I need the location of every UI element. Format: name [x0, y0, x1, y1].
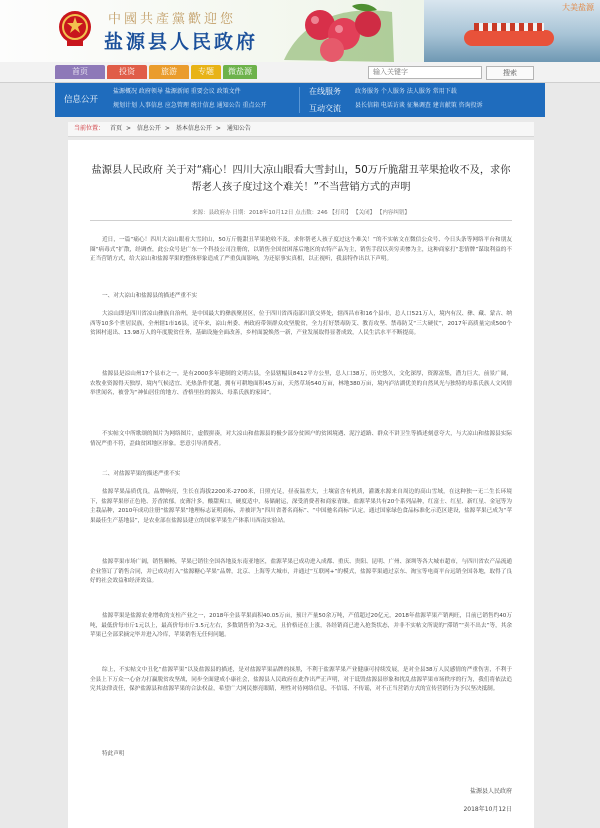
- article-paragraph: 不实帖文中所歌颂的图片为网络图片，虚假拼凑，对大凉山和盐源县的极少部分贫困户的贫困境遇、泥泞道路、群众不讲卫生等描述刻意夸大，与大凉山和盐源县实际情况严重不符，歪曲贫困地区形象。恶意引导消费者。: [90, 431, 512, 447]
- article-title: 盐源县人民政府 关于对“痛心！四川大凉山眼看大雪封山，50万斤脆甜丑苹果抢收不及，求你帮老人孩子度过这个难关！”不当营销方式的声明: [91, 165, 511, 193]
- lake-rafting-photo: [424, 0, 600, 62]
- tab-tourism[interactable]: 旅游: [149, 65, 189, 79]
- article-paragraph: 盐源苹果是盐源农业增收的支柱产业之一，2018年全县苹果面积40.05万亩，预计产量50余万吨，产值超过20亿元，2018年盐源苹果产销两旺，目前已销售约40万吨，最低价每市斤1元以上，最高价每市斤3.5元左右，多数销售价为2-3元，且价格还在上涨，各经销商已进入抢货状态，并非不实帖文所说的“滞销”“卖不出去”等，其余苹果已全部采摘完毕并进入冷库，苹果销售无任何问题。: [90, 613, 512, 638]
- article-panel: [68, 140, 534, 828]
- article-closing: 特此声明: [102, 751, 125, 757]
- breadcrumb-notices[interactable]: 通知公告: [226, 125, 251, 132]
- section-heading: 一、对大凉山和盐源县的描述严重不实: [102, 293, 198, 299]
- header-calligraphy: 中國共產黨歡迎您: [108, 12, 237, 27]
- article-paragraph: 大凉山即是四川省凉山彝族自治州，是中国最大的彝族聚居区，位于四川省西南部川滇交界处，辖西昌市和16个县市，总人口521万人，境内有汉、彝、藏、蒙古、纳西等10多个世居民族，全州辖1市16县，近年来，凉山州委、州政府带领群众攻坚脱贫，全力打好禁毒防艾、教育攻坚、禁毒防艾“三大硬仗”，2017年高质量完成500个贫困村退出、13.98万人的年度脱贫任务，基础设施全面改善，乡村面貌焕然一新，产业发展取得显著成效，人民生活水平不断提高。: [90, 311, 512, 336]
- site-header: [0, 0, 600, 62]
- site-title[interactable]: 盐源县人民政府: [104, 31, 259, 53]
- search-button[interactable]: 搜索: [486, 66, 534, 80]
- signature: 盐源县人民政府: [469, 788, 512, 795]
- info-links-row2[interactable]: 规划计划 人事信息 应急管理 统计信息 通知公告 重点公开: [113, 102, 267, 109]
- breadcrumb-home[interactable]: 首页: [109, 125, 122, 132]
- apple-banner-image: [282, 0, 394, 62]
- interaction-links[interactable]: 县长信箱 电话访谈 征集调查 建言献策 咨询投诉: [355, 102, 483, 109]
- breadcrumb-basic-info[interactable]: 基本信息公开: [175, 125, 212, 132]
- breadcrumb-prefix: 当前位置：: [74, 125, 105, 132]
- article-paragraph: 综上，不实帖文中丑化“盐源苹果”以及盐源县的描述，是对盐源苹果品牌的抹黑，不利于盐源苹果产业健康可持续发展，是对全县38万人民感情的严重伤害，不利于全县上下万众一心奋力打赢脱贫攻坚战，同步全面建成小康社会，盐源县人民政府在此作出严正声明，对于诋毁盐源县形象和扰乱盐源苹果市场秩序的行为，我们将依法追究其法律责任，保护盐源县和盐源苹果的合法权益，希望广大网民擦亮眼睛，理性对待网络信息，不信谣、不传谣，对不正当营销方式的宣传营销行为予以坚决抵制。: [90, 667, 512, 692]
- info-public-heading[interactable]: 信息公开: [63, 95, 98, 105]
- tab-weiyanyuan[interactable]: 微盐源: [223, 65, 257, 79]
- tab-invest[interactable]: 投资: [107, 65, 147, 79]
- menu-band: [55, 83, 545, 117]
- article-paragraph: 近日，一篇“痛心！四川大凉山眼看大雪封山，50万斤脆甜丑苹果抢收不及，求你帮老人孩子度过这个难关！”的不实帖文在微信公众号、今日头条等网络平台和朋友圈“病毒式”扩散，经调查，此公众号是广东一个科技公司注册的，以销售全国贫困落后地区的农特产品为主，销售手段以卖穷卖惨为主，这种商家打“悲情牌”谋取利益的不正当营销方式，给大凉山和盐源苹果的整体形象造成了严重负面影响，为还原事实真相，以正视听，我县特作出以下声明。: [90, 237, 512, 262]
- section-heading: 二、对盐源苹果的描述严重不实: [102, 471, 181, 477]
- breadcrumb: 当前位置： 首页 > 信息公开 > 基本信息公开 > 通知公告: [68, 122, 534, 137]
- signature-date: 2018年10月12日: [463, 806, 512, 813]
- article-paragraph: 盐源县是凉山州17个县市之一，是有2000多年建制的文明古县，全县辖幅员8412平方公里，总人口38万，历史悠久，文化深厚，资源富集，潜力巨大，前景广阔，农牧业资源得天独厚，境内气候适宜、光热条件优越，拥有可耕地面积45万亩，天然草场540万亩，林地380万亩，境内泸沽湖优美的自然风光与独特的母系氏族人文风情举世闻名，被誉为“神仙居住的地方、香格里拉的源头、母系氏族的家园”。: [90, 371, 512, 396]
- info-links-row1[interactable]: 盐源概况 政府领导 盐源新闻 重要会议 政策文件: [113, 88, 241, 95]
- tab-home[interactable]: 首页: [55, 65, 105, 79]
- interaction-heading[interactable]: 互动交流: [309, 104, 341, 113]
- search-input[interactable]: 输入关键字: [368, 66, 482, 79]
- photo-caption: 大美盐源: [562, 3, 594, 12]
- online-service-links[interactable]: 政务服务 个人服务 法人服务 常用下载: [355, 88, 457, 95]
- breadcrumb-info-public[interactable]: 信息公开: [136, 125, 161, 132]
- national-emblem-icon: [58, 10, 92, 48]
- article-meta: 来源：县政府办 日期：2018年10月12日 点击数：246 【打印】 【关闭】 【内容纠错】: [90, 206, 512, 221]
- article-paragraph: 盐源苹果市场广阔，销售顺畅，苹果已销往全国各地及东南亚地区，盐源苹果已成功进入成都、重庆、贵阳、昆明、广州、深圳等各大城市超市，与四川省农产品流通企业签订了销售合同，并已成功打入“盐源糖心苹果”品牌，北京、上海等大城市，并通过“互联网+”的模式，盐源苹果通过京东、淘宝等电商平台远销全国各地，取得了良好的社会效益和经济效益。: [90, 559, 512, 584]
- menu-divider: [299, 87, 300, 113]
- tab-topics[interactable]: 专题: [191, 65, 221, 79]
- article-paragraph: 盐源苹果品质优良，品牌响亮，生长在海拔2200米-2700米，日照充足，昼夜温差大，土壤富含有机质，灌溉水源来自周边的高山雪域，在这种独一无二生长环境下，盐源苹果形正色艳、芳香浓郁，皮薄汁多，酸甜爽口，硬度适中，易储耐运，深受消费者和商家青睐。盐源苹果共有20个系列品种，红富士、红星、新红星、金冠等为主栽品种，2010年成功注册“盐源苹果”地理标志证明商标，并被评为“四川省著名商标”、“中国驰名商标”认定，通过国家绿色食品标准化示范区建设，盐源苹果已成为“苹果最佳生产基地县”，是农业部在盐源县建立的国家苹果生产体系川西南实验站。: [90, 489, 512, 524]
- online-service-heading[interactable]: 在线服务: [309, 87, 341, 96]
- raft-shape: [464, 30, 554, 46]
